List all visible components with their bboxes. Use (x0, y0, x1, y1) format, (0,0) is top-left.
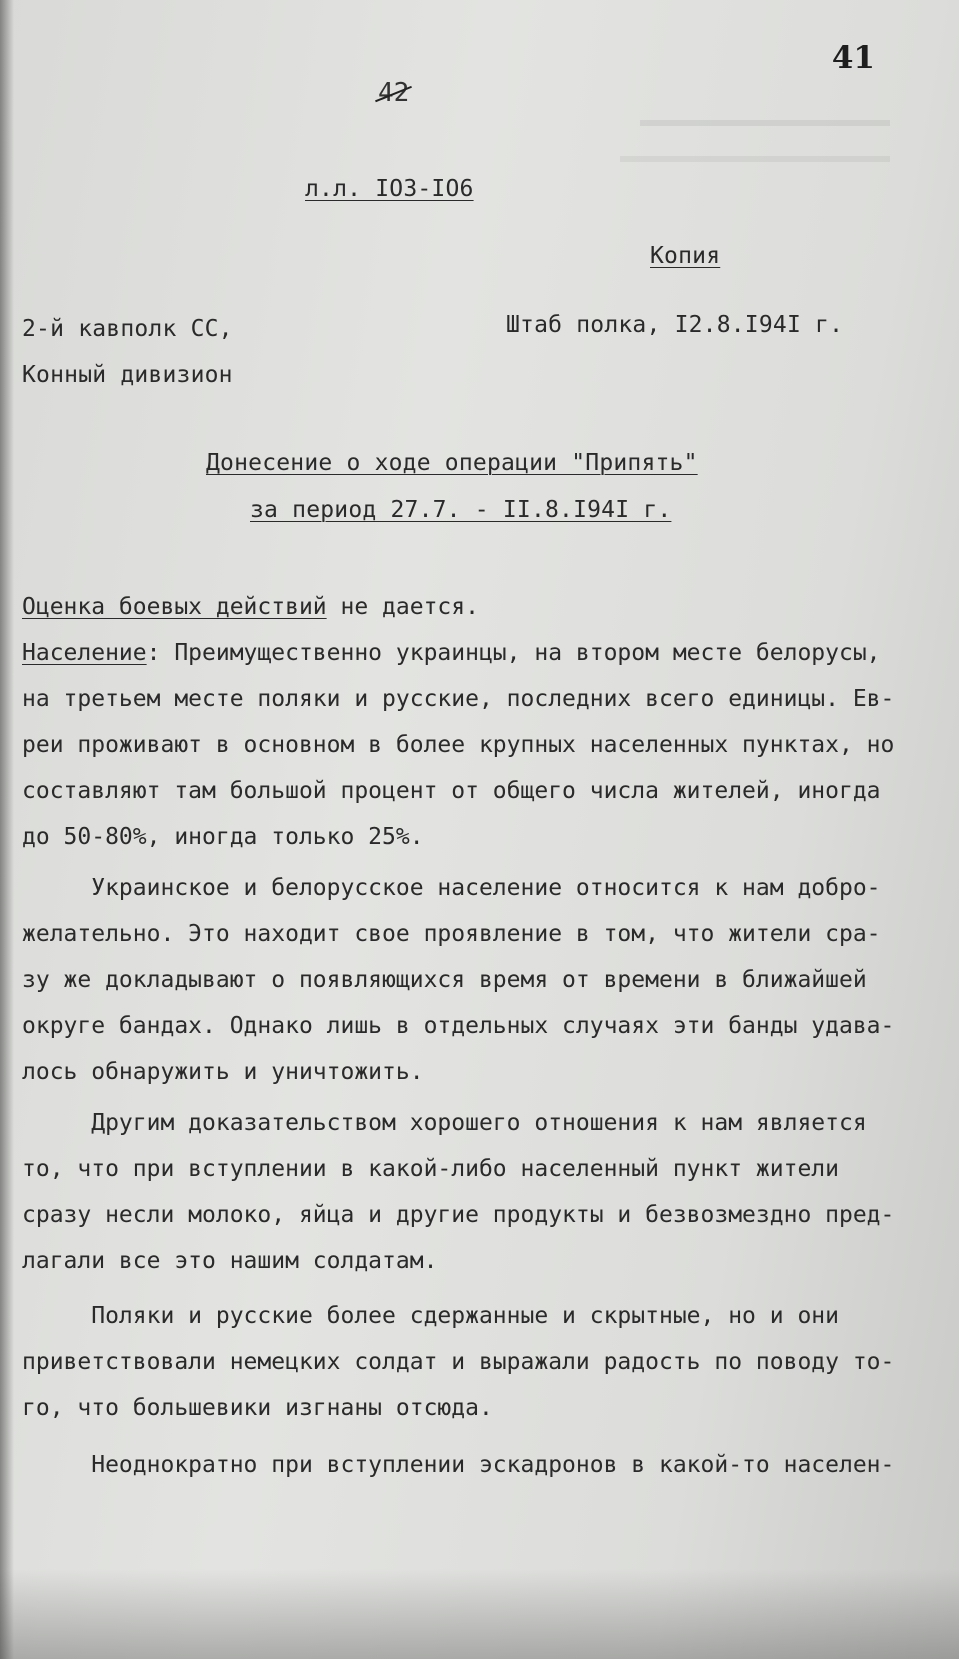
archive-reference: л.л. IO3-IO6 (305, 176, 474, 202)
report-period: за период 27.7. - II.8.I94I г. (250, 497, 672, 523)
text-line: лагали все это нашим солдатам. (22, 1248, 438, 1274)
population-label: Население (22, 640, 147, 666)
copy-label: Копия (650, 243, 721, 269)
text-line: составляют там большой процент от общего числа жителей, иногда (22, 778, 881, 804)
page-number: 41 (831, 40, 875, 76)
assessment-line (22, 594, 942, 620)
text-line: желательно. Это находит свое проявление в том, что жители сра- (22, 921, 881, 947)
population-line (22, 640, 942, 666)
headquarters-date: Штаб полка, I2.8.I94I г. (506, 312, 844, 338)
text-line: Поляки и русские более сдержанные и скрытные, но и они (22, 1303, 839, 1329)
text-line: Другим доказательством хорошего отношения к нам является (22, 1110, 867, 1136)
text-line: сразу несли молоко, яйца и другие продукты и безвозмездно пред- (22, 1202, 895, 1228)
sender-division: Конный дивизион (22, 362, 233, 388)
text-line: Украинское и белорусское население относится к нам добро- (22, 875, 881, 901)
text-line: зу же докладывают о появляющихся время от времени в ближайшей (22, 967, 867, 993)
text-line: до 50-80%, иногда только 25%. (22, 824, 424, 850)
text-line: реи проживают в основном в более крупных населенных пунктах, но (22, 732, 895, 758)
sender-unit: 2-й кавполк СС, (22, 316, 233, 342)
assessment-label: Оценка боевых действий (22, 594, 327, 620)
text-line: го, что большевики изгнаны отсюда. (22, 1395, 493, 1421)
text-line: то, что при вступлении в какой-либо населенный пункт жители (22, 1156, 839, 1182)
bleed-through-mark (640, 90, 890, 126)
bleed-through-mark (620, 130, 890, 162)
page-edge-shadow (0, 0, 14, 1659)
page-bottom-shadow (0, 1569, 959, 1659)
text-line: округе бандах. Однако лишь в отдельных случаях эти банды удава- (22, 1013, 895, 1039)
text-line: Неоднократно при вступлении эскадронов в какой-то населен- (22, 1452, 895, 1478)
text-line: на третьем месте поляки и русские, последних всего единицы. Ев- (22, 686, 895, 712)
text-line: лось обнаружить и уничтожить. (22, 1059, 424, 1085)
crossed-out-number: 42 (378, 78, 410, 108)
population-text: : Преимущественно украинцы, на втором месте белорусы, (146, 640, 881, 666)
text-line: приветствовали немецких солдат и выражали радость по поводу то- (22, 1349, 895, 1375)
assessment-text: не дается. (326, 594, 479, 620)
report-title: Донесение о ходе операции "Припять" (206, 450, 698, 476)
